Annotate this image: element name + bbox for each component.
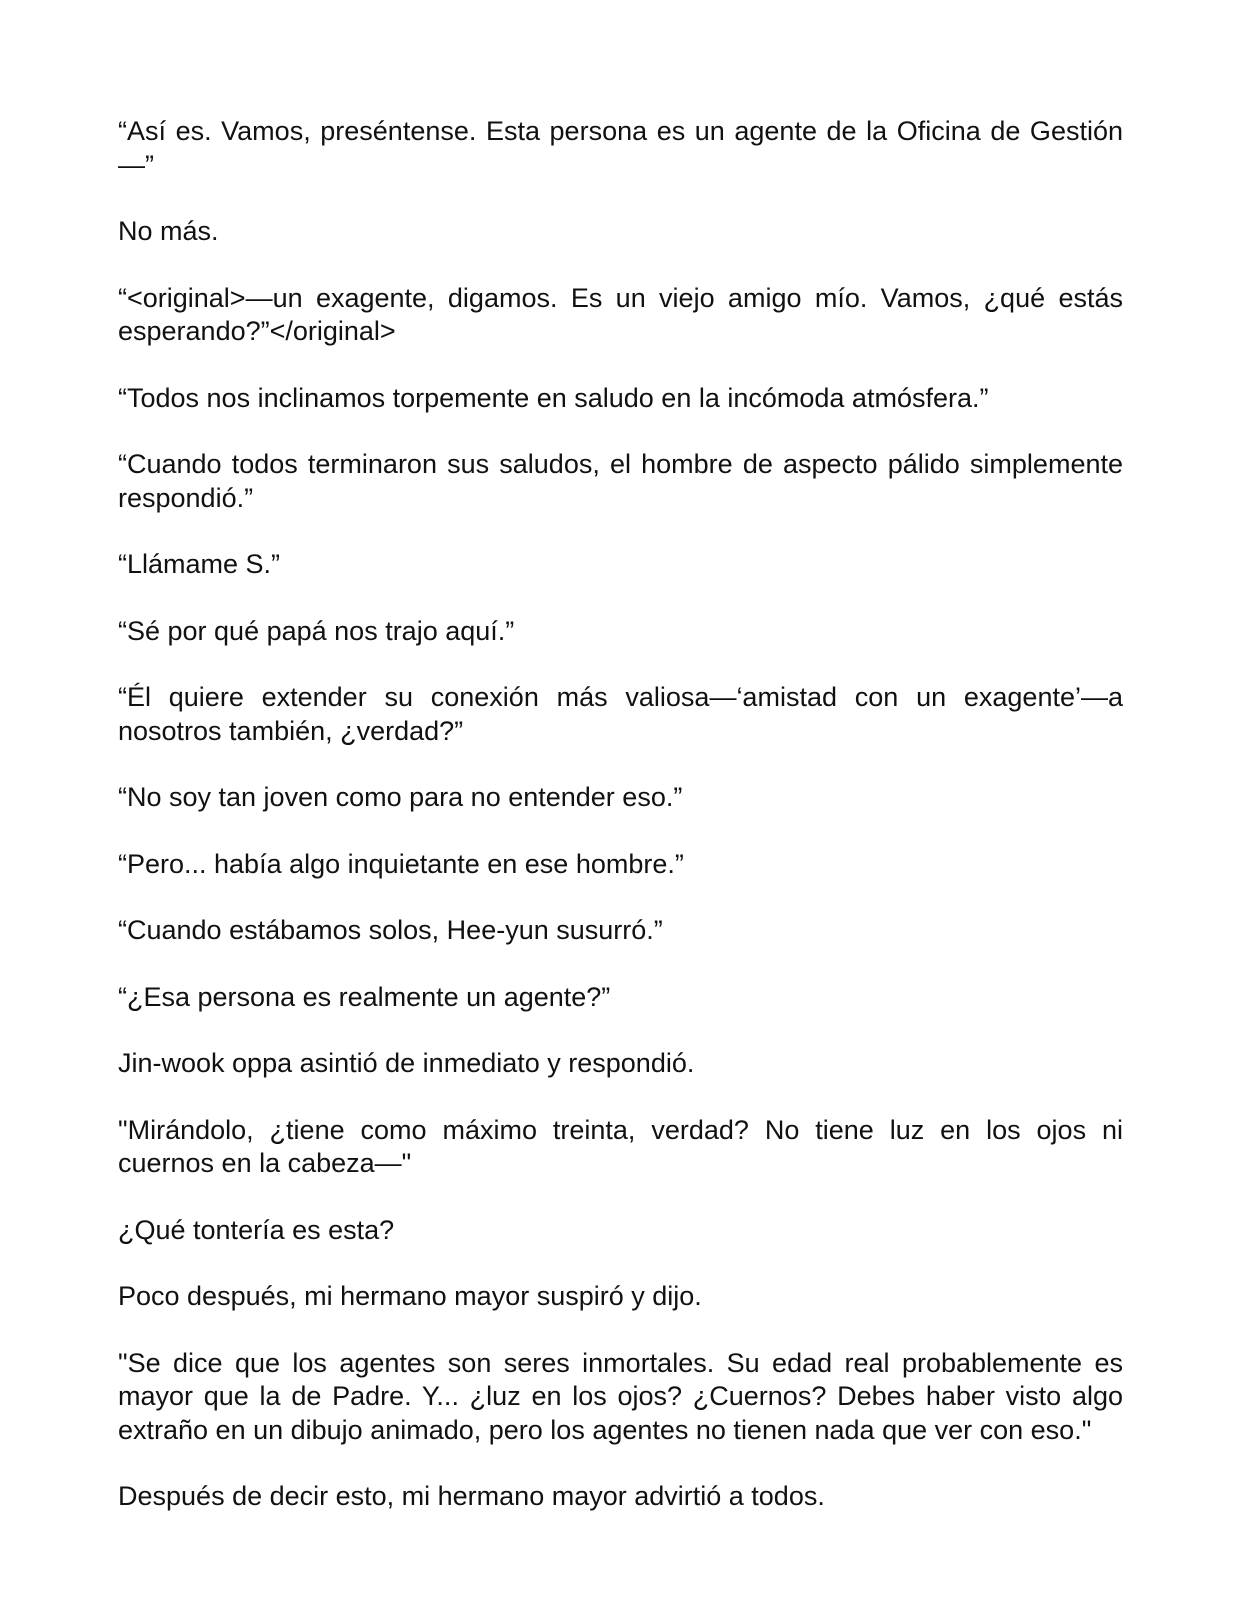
paragraph: “Cuando estábamos solos, Hee-yun susurró.”: [118, 915, 663, 945]
paragraph: “Así es. Vamos, preséntense. Esta persona es un agente de la Oficina de Gestión—”: [118, 116, 1123, 180]
paragraph: “Todos nos inclinamos torpemente en saludo en la incómoda atmósfera.”: [118, 382, 989, 413]
paragraph: Poco después, mi hermano mayor suspiró y dijo.: [118, 1281, 702, 1311]
paragraph: “<original>—un exagente, digamos. Es un viejo amigo mío. Vamos, ¿qué estás esperando?”</original>: [118, 282, 1123, 346]
paragraph: “Él quiere extender su conexión más valiosa—‘amistad con un exagente’—a nosotros también, ¿verdad?”: [118, 682, 1123, 746]
paragraph: “Llámame S.”: [118, 549, 281, 579]
paragraph: “Cuando todos terminaron sus saludos, el hombre de aspecto pálido simplemente respondió.”: [118, 449, 1123, 513]
paragraph: Jin-wook oppa asintió de inmediato y respondió.: [118, 1048, 695, 1078]
paragraph: “¿Esa persona es realmente un agente?”: [118, 981, 611, 1012]
paragraph: “Pero... había algo inquietante en ese hombre.”: [118, 848, 684, 879]
document-page: [118, 115, 1123, 1514]
paragraph: “No soy tan joven como para no entender eso.”: [118, 782, 683, 812]
paragraph: ¿Qué tontería es esta?: [118, 1214, 395, 1245]
paragraph: “Sé por qué papá nos trajo aquí.”: [118, 615, 515, 646]
paragraph: Después de decir esto, mi hermano mayor advirtió a todos.: [118, 1481, 825, 1511]
paragraph: No más.: [118, 216, 219, 246]
paragraph: "Mirándolo, ¿tiene como máximo treinta, verdad? No tiene luz en los ojos ni cuernos en la cabeza—": [118, 1114, 1123, 1178]
paragraph: "Se dice que los agentes son seres inmortales. Su edad real probablemente es mayor que la de Padre. Y... ¿luz en los ojos? ¿Cuernos? Debes haber visto algo extraño en un dibujo animado, pero los agentes no tienen nada que ver con eso.": [118, 1347, 1123, 1445]
